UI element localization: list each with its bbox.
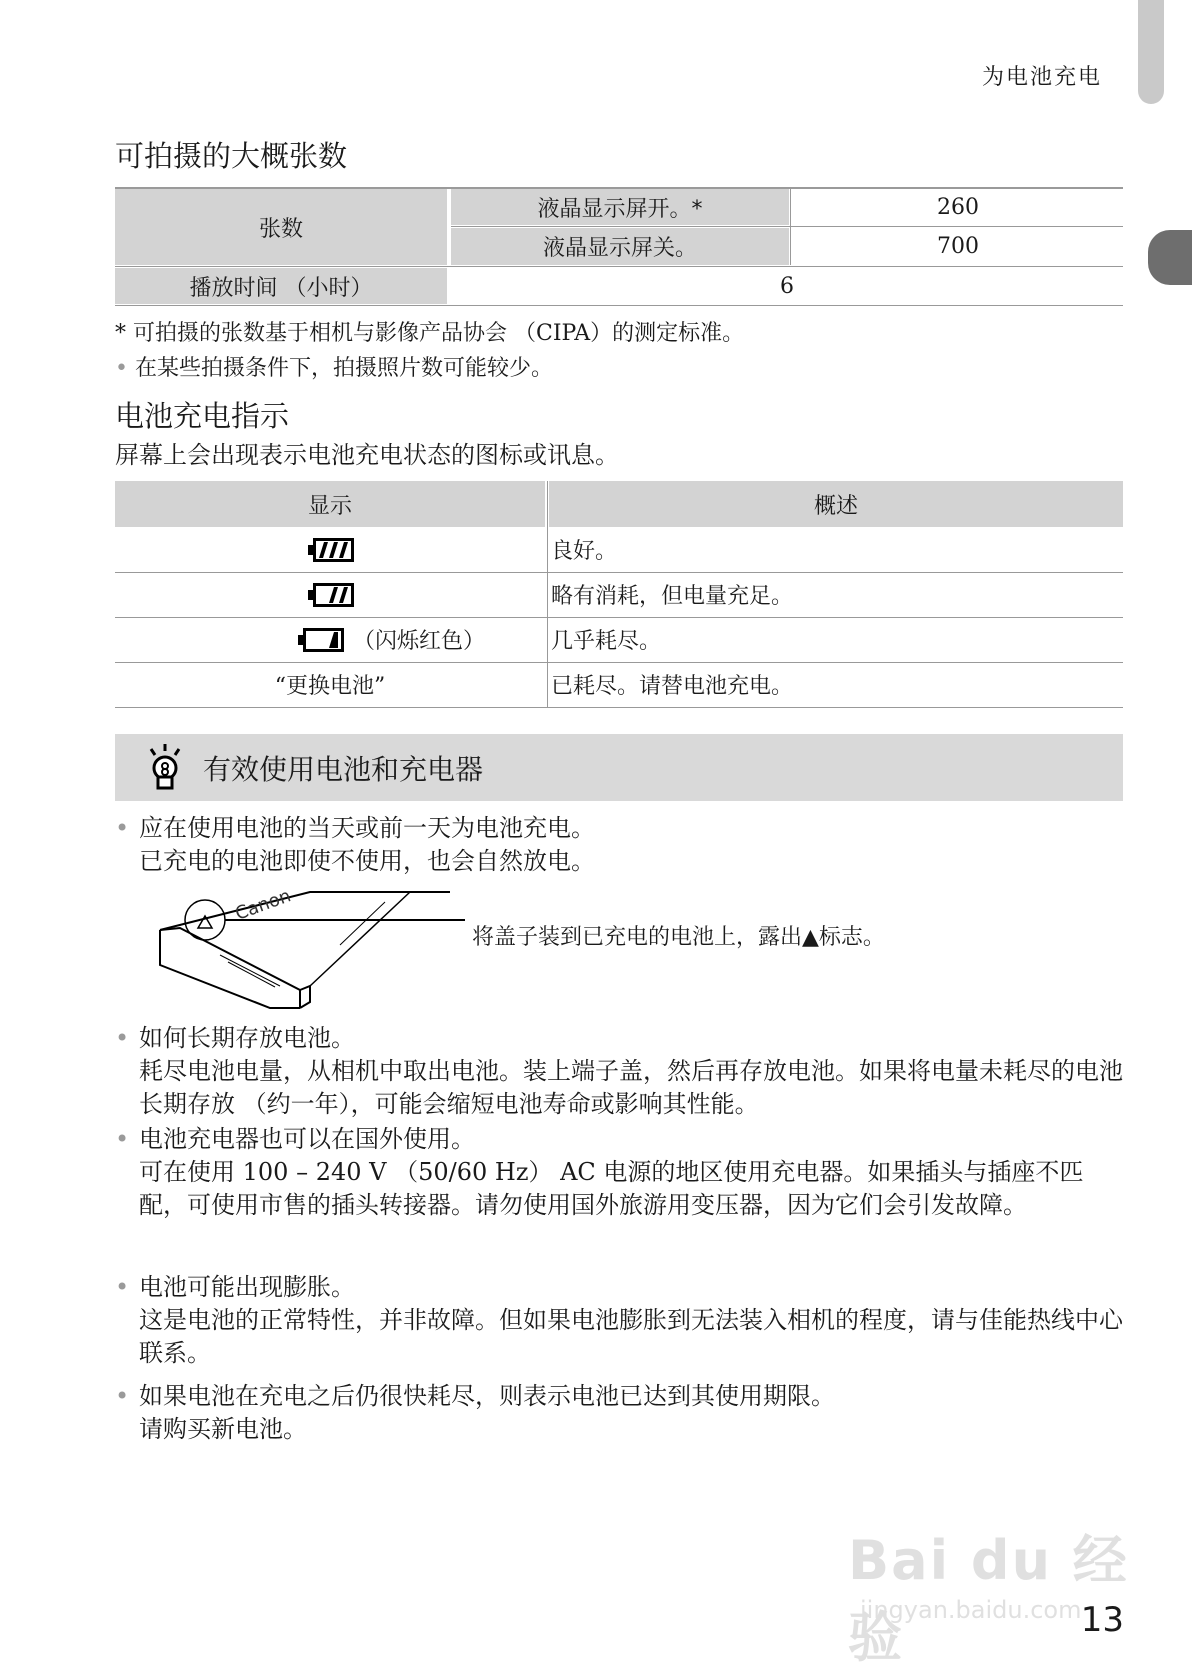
indicator-intro: 屏幕上会出现表示电池充电状态的图标或讯息。 <box>115 441 619 469</box>
indicator-section-title: 电池充电指示 <box>115 399 290 433</box>
page-number: 13 <box>1080 1600 1124 1640</box>
tip-title: 如何长期存放电池。 <box>139 1024 355 1052</box>
playback-label: 播放时间 （小时） <box>115 268 447 304</box>
summary-cell: 略有消耗，但电量充足。 <box>551 584 794 609</box>
running-title: 为电池充电 <box>981 65 1102 90</box>
list-item: • 应在使用电池的当天或前一天为电池充电。 已充电的电池即使不使用，也会自然放电。 <box>115 812 1125 878</box>
chapter-tab <box>1148 230 1192 285</box>
watermark-url: jingyan.baidu.com <box>860 1596 1082 1624</box>
tip-body: 耗尽电池电量，从相机中取出电池。装上端子盖，然后再存放电池。如果将电量未耗尽的电池长期存放 （约一年），可能会缩短电池寿命或影响其性能。 <box>139 1057 1123 1118</box>
lcd-off-value: 700 <box>937 234 979 259</box>
replace-battery-label: “更换电池” <box>274 674 386 699</box>
table-row <box>115 617 1123 662</box>
summary-header: 概述 <box>549 481 1123 527</box>
shots-label: 张数 <box>115 189 447 265</box>
canon-logo: Canon <box>232 890 294 925</box>
table-row <box>115 662 1123 707</box>
lcd-on-label: 液晶显示屏开。* <box>451 189 789 225</box>
lcd-off-label: 液晶显示屏关。 <box>451 228 789 265</box>
side-tab-top <box>1138 0 1164 104</box>
battery-low-icon <box>295 627 345 653</box>
watermark-brand: Bai du 经验 <box>848 1529 1129 1669</box>
tips-banner <box>115 734 1123 801</box>
shots-note: • 在某些拍摄条件下，拍摄照片数可能较少。 <box>115 356 553 381</box>
list-item: • 如何长期存放电池。 耗尽电池电量，从相机中取出电池。装上端子盖，然后再存放电池。如果将电量未耗尽的电池长期存放 （约一年），可能会缩短电池寿命或影响其性能。 <box>115 1022 1125 1121</box>
summary-cell: 几乎耗尽。 <box>551 629 662 654</box>
tip-title: 电池可能出现膨胀。 <box>139 1273 355 1301</box>
tip-body: 请购买新电池。 <box>139 1415 307 1443</box>
shots-section-title: 可拍摄的大概张数 <box>115 139 348 173</box>
table-row <box>115 572 1123 617</box>
tips-title: 有效使用电池和充电器 <box>203 752 484 786</box>
battery-cover-illustration <box>150 890 480 1020</box>
lightbulb-icon <box>145 742 185 798</box>
tip-title: 如果电池在充电之后仍很快耗尽，则表示电池已达到其使用期限。 <box>139 1382 835 1410</box>
list-item: • 电池可能出现膨胀。 这是电池的正常特性，并非故障。但如果电池膨胀到无法装入相机的程度，请与佳能热线中心联系。 <box>115 1271 1125 1370</box>
low-battery-label: （闪烁红色） <box>352 629 485 654</box>
battery-full-icon <box>305 537 355 563</box>
summary-cell: 良好。 <box>551 539 618 564</box>
playback-value: 6 <box>780 273 794 299</box>
tip-body: 已充电的电池即使不使用，也会自然放电。 <box>139 847 595 875</box>
table-row <box>115 527 1123 572</box>
lcd-on-value: 260 <box>937 194 979 220</box>
summary-cell: 已耗尽。请替电池充电。 <box>551 674 794 699</box>
tip-title: 应在使用电池的当天或前一天为电池充电。 <box>139 814 595 842</box>
tip-body: 可在使用 100 – 240 V （50/60 Hz） AC 电源的地区使用充电器。如果插头与插座不匹配，可使用市售的插头转接器。请勿使用国外旅游用变压器，因为它们会引发故障。 <box>139 1158 1084 1219</box>
list-item: • 电池充电器也可以在国外使用。 可在使用 100 – 240 V （50/60 Hz） AC 电源的地区使用充电器。如果插头与插座不匹配，可使用市售的插头转接器。请勿使用国外旅游用变压器，因为它们会引发故障。 <box>115 1123 1125 1222</box>
illustration-callout: 将盖子装到已充电的电池上，露出▲标志。 <box>472 925 885 950</box>
tip-title: 电池充电器也可以在国外使用。 <box>139 1125 475 1153</box>
shots-footnote: * 可拍摄的张数基于相机与影像产品协会 （CIPA）的测定标准。 <box>115 321 745 346</box>
battery-two-bars-icon <box>305 582 355 608</box>
tip-body: 这是电池的正常特性，并非故障。但如果电池膨胀到无法装入相机的程度，请与佳能热线中心联系。 <box>139 1306 1123 1367</box>
list-item: • 如果电池在充电之后仍很快耗尽，则表示电池已达到其使用期限。 请购买新电池。 <box>115 1380 1125 1446</box>
display-header: 显示 <box>115 481 545 527</box>
